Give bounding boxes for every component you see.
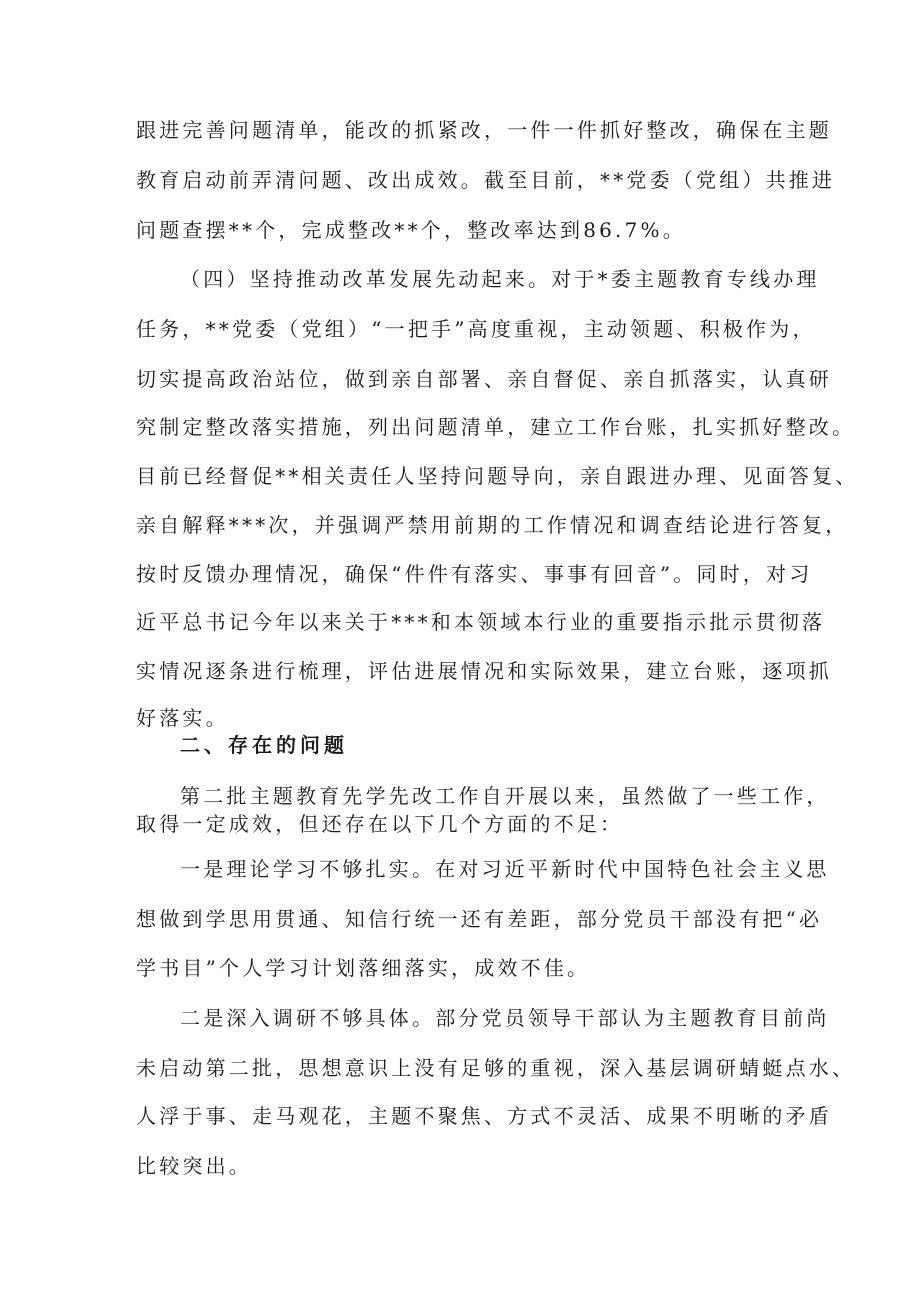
paragraph-line: 好落实。 (136, 706, 229, 730)
paragraph-line: 目前已经督促**相关责任人坚持问题导向，亲自跟进办理、见面答复、 (136, 464, 859, 488)
paragraph-line: 取得一定成效，但还存在以下几个方面的不足： (136, 812, 624, 836)
paragraph-line: 亲自解释***次，并强调严禁用前期的工作情况和调查结论进行答复， (136, 513, 849, 537)
paragraph-line: 想做到学思用贯通、知信行统一还有差距，部分党员干部没有把“必 (136, 907, 823, 931)
paragraph-line: 人浮于事、走马观花，主题不聚焦、方式不灵活、成果不明晰的矛盾 (136, 1104, 832, 1128)
paragraph-line: 究制定整改落实措施，列出问题清单，建立工作台账，扎实抓好整改。 (136, 415, 856, 439)
paragraph-line: 跟进完善问题清单，能改的抓紧改，一件一件抓好整改，确保在主题 (136, 118, 832, 142)
paragraph-line: 一是理论学习不够扎实。在对习近平新时代中国特色社会主义思 (180, 857, 830, 881)
paragraph-line: 学书目”个人学习计划落细落实，成效不佳。 (136, 956, 591, 980)
paragraph-line: 实情况逐条进行梳理，评估进展情况和实际效果，建立台账，逐项抓 (136, 659, 832, 683)
paragraph-line: 比较突出。 (136, 1154, 252, 1178)
paragraph-line: 二是深入调研不够具体。部分党员领导干部认为主题教育目前尚 (180, 1006, 830, 1030)
section-heading-problems: 二、存在的问题 (180, 733, 348, 757)
paragraph-line: 第二批主题教育先学先改工作自开展以来，虽然做了一些工作， (180, 784, 830, 808)
section-heading-four: （四）坚持推动改革发展先动起来。对于*委主题教育专线办理 (180, 267, 820, 291)
paragraph-line: 未启动第二批，思想意识上没有足够的重视，深入基层调研蜻蜓点水、 (136, 1056, 856, 1080)
paragraph-line: 教育启动前弄清问题、改出成效。截至目前，**党委（党组）共推进 (136, 168, 836, 192)
paragraph-line: 按时反馈办理情况，确保“件件有落实、事事有回音”。同时，对习 (136, 562, 813, 586)
paragraph-line: 切实提高政治站位，做到亲自部署、亲自督促、亲自抓落实，认真研 (136, 367, 832, 391)
paragraph-line: 任务，**党委（党组）“一把手”高度重视，主动领题、积极作为， (136, 317, 816, 341)
paragraph-line: 问题查摆**个，完成整改**个，整改率达到86.7%。 (136, 218, 686, 242)
paragraph-line: 近平总书记今年以来关于***和本领域本行业的重要指示批示贯彻落 (136, 610, 826, 634)
